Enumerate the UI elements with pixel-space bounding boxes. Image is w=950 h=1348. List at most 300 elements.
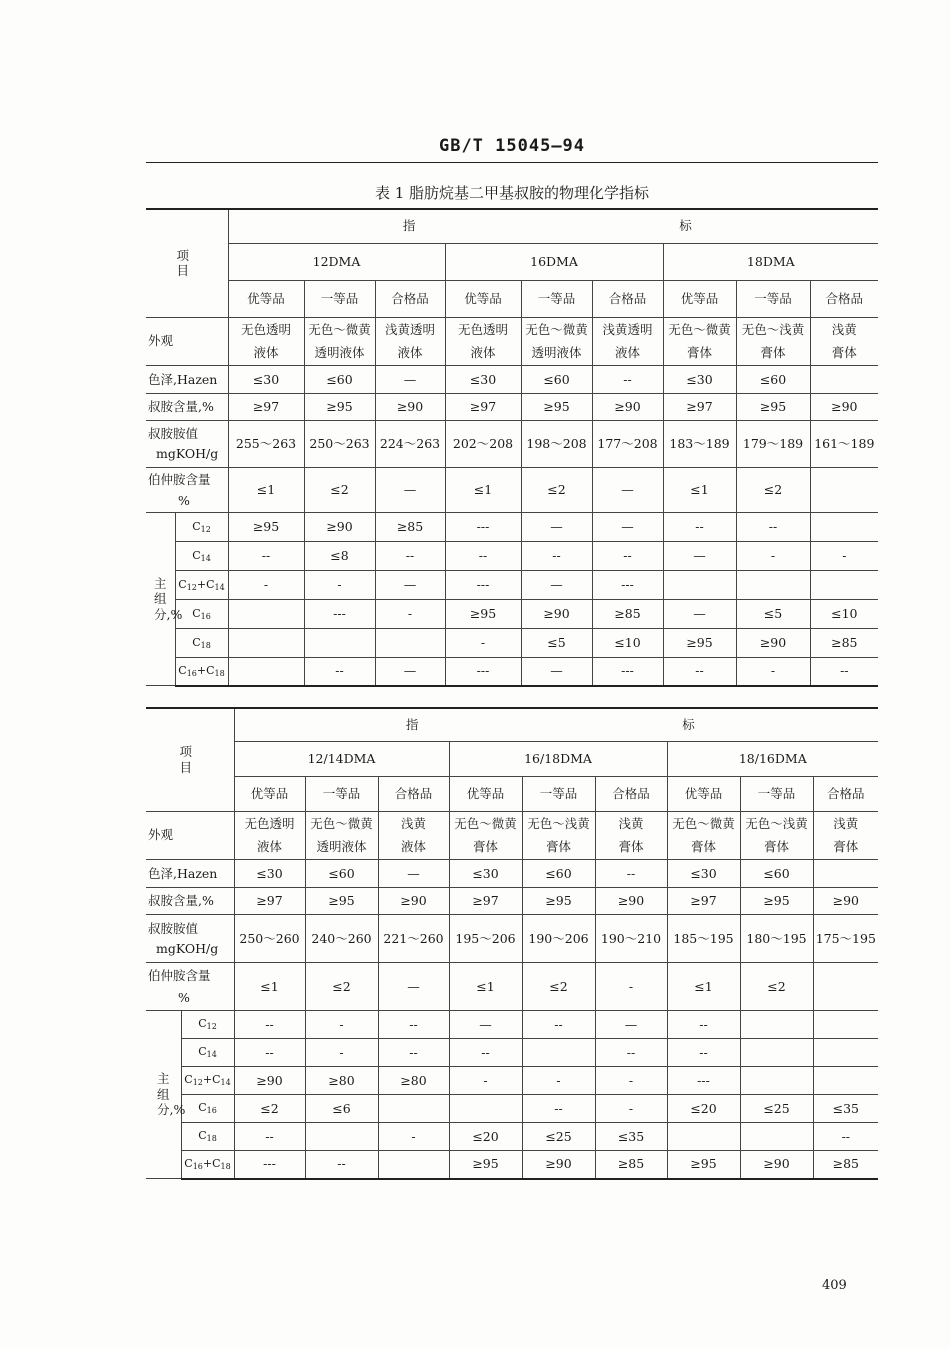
primary-secondary-value: - <box>595 963 667 1011</box>
percent-label: % <box>178 493 190 508</box>
component-value: -- <box>304 658 375 686</box>
primary-secondary-value: ≤1 <box>449 963 522 1011</box>
component-value <box>228 600 304 629</box>
component-value: - <box>595 1095 667 1123</box>
product-header: 18DMA <box>663 243 878 280</box>
component-value: ≥85 <box>810 629 878 658</box>
appearance-value <box>445 317 521 366</box>
component-value: -- <box>445 542 521 571</box>
project-header: 项 目 <box>146 209 228 317</box>
amine-content-value: ≥97 <box>228 394 304 421</box>
component-value: -- <box>234 1123 305 1151</box>
amine-content-label: 叔胺含量,% <box>146 888 234 915</box>
primary-secondary-label <box>146 963 234 1011</box>
appearance-line: 浅黄 <box>401 815 427 831</box>
amine-value-value: 175～195 <box>813 915 878 963</box>
component-value: ≤2 <box>234 1095 305 1123</box>
appearance-line: 无色～浅黄 <box>745 815 808 831</box>
component-sub2: 18 <box>220 1161 231 1171</box>
amine-content-value: ≥90 <box>810 394 878 421</box>
appearance-line: 无色～微黄 <box>525 321 588 337</box>
appearance-line: 无色～浅黄 <box>527 815 590 831</box>
appearance-value <box>305 811 378 860</box>
component-value: -- <box>813 1123 878 1151</box>
grade-header: 优等品 <box>449 776 522 811</box>
grade-header: 合格品 <box>810 280 878 317</box>
component-value: -- <box>449 1039 522 1067</box>
color-value: ≤60 <box>736 366 810 394</box>
component-value: - <box>449 1067 522 1095</box>
component-sub: 14 <box>200 553 211 563</box>
amine-value-value: 183～189 <box>663 421 736 468</box>
component-value: ≥90 <box>740 1151 813 1179</box>
color-value <box>810 366 878 394</box>
main-component-label <box>146 1011 186 1179</box>
color-value: ≤30 <box>663 366 736 394</box>
component-value: - <box>228 571 304 600</box>
primary-secondary-value: ≤1 <box>663 468 736 513</box>
component-value <box>375 629 445 658</box>
primary-secondary-value: ≤2 <box>305 963 378 1011</box>
component-value: -- <box>305 1151 378 1179</box>
component-suffix: +C <box>196 663 215 677</box>
primary-secondary-value <box>813 963 878 1011</box>
component-value <box>810 571 878 600</box>
component-value <box>740 1039 813 1067</box>
primary-secondary-value <box>810 468 878 513</box>
component-name <box>175 513 228 542</box>
project-header: 项 目 <box>146 708 234 811</box>
grade-header: 一等品 <box>305 776 378 811</box>
amine-value-unit: mgKOH/g <box>156 446 219 461</box>
appearance-value <box>375 317 445 366</box>
component-value: ≥95 <box>663 629 736 658</box>
component-value <box>813 1011 878 1039</box>
primary-secondary-value: ≤2 <box>521 468 592 513</box>
component-name <box>175 600 228 629</box>
component-value: ≤25 <box>522 1123 595 1151</box>
grade-header: 合格品 <box>813 776 878 811</box>
primary-secondary-label-text: 伯仲胺含量 <box>148 968 211 984</box>
appearance-value <box>736 317 810 366</box>
component-value: -- <box>522 1095 595 1123</box>
component-name <box>181 1123 234 1151</box>
component-value: ≥90 <box>522 1151 595 1179</box>
appearance-line: 膏体 <box>691 839 717 855</box>
amine-content-value: ≥97 <box>667 888 740 915</box>
appearance-line: 浅黄透明 <box>385 321 436 337</box>
appearance-line: 浅黄 <box>831 321 857 337</box>
component-value: -- <box>663 513 736 542</box>
appearance-line: 无色～微黄 <box>454 815 517 831</box>
grade-header: 一等品 <box>521 280 592 317</box>
color-value: ≤30 <box>667 860 740 888</box>
appearance-line: 膏体 <box>618 839 644 855</box>
color-value: -- <box>592 366 663 394</box>
component-value: -- <box>378 1011 449 1039</box>
component-name <box>175 658 228 686</box>
primary-secondary-value: ≤2 <box>304 468 375 513</box>
component-value: -- <box>667 1011 740 1039</box>
amine-content-label: 叔胺含量,% <box>146 394 228 421</box>
component-name <box>175 571 228 600</box>
component-name <box>181 1011 234 1039</box>
amine-value-value: 198～208 <box>521 421 592 468</box>
component-value: -- <box>522 1011 595 1039</box>
component-sub: 12 <box>200 524 211 534</box>
component-value: -- <box>234 1039 305 1067</box>
component-suffix: +C <box>196 577 215 591</box>
color-label: 色泽,Hazen <box>146 860 234 888</box>
appearance-line: 浅黄 <box>618 815 644 831</box>
standard-code: GB/T 15045—94 <box>438 136 586 156</box>
component-value: -- <box>595 1039 667 1067</box>
appearance-label: 外观 <box>146 317 228 366</box>
appearance-line: 液体 <box>401 839 427 855</box>
amine-content-value: ≥95 <box>305 888 378 915</box>
amine-value-value: 190～210 <box>595 915 667 963</box>
product-header: 16/18DMA <box>449 741 667 776</box>
grade-header: 优等品 <box>228 280 304 317</box>
component-value: - <box>375 600 445 629</box>
appearance-value <box>595 811 667 860</box>
color-value: — <box>375 366 445 394</box>
appearance-line: 膏体 <box>833 839 859 855</box>
amine-value-label <box>146 421 228 468</box>
primary-secondary-value: ≤1 <box>234 963 305 1011</box>
color-label: 色泽,Hazen <box>146 366 228 394</box>
component-value: — <box>595 1011 667 1039</box>
amine-content-value: ≥90 <box>378 888 449 915</box>
color-value <box>813 860 878 888</box>
appearance-value <box>592 317 663 366</box>
amine-content-value: ≥95 <box>740 888 813 915</box>
component-sub: 12 <box>186 582 197 592</box>
grade-header: 优等品 <box>663 280 736 317</box>
component-value: - <box>736 658 810 686</box>
appearance-line: 无色透明 <box>458 321 509 337</box>
amine-value-label <box>146 915 234 963</box>
primary-secondary-value: ≤2 <box>736 468 810 513</box>
component-value: — <box>449 1011 522 1039</box>
product-header: 16DMA <box>445 243 663 280</box>
amine-content-value: ≥97 <box>663 394 736 421</box>
component-value: -- <box>228 542 304 571</box>
component-value: ≥80 <box>378 1067 449 1095</box>
component-base: C <box>178 577 187 591</box>
header-rule <box>146 162 878 163</box>
grade-header: 优等品 <box>445 280 521 317</box>
appearance-line: 透明液体 <box>316 839 367 855</box>
component-value: ≥90 <box>234 1067 305 1095</box>
component-value: ≥95 <box>667 1151 740 1179</box>
component-base: C <box>198 1045 207 1058</box>
spec-table-2 <box>146 707 878 1180</box>
component-name <box>181 1039 234 1067</box>
appearance-line: 液体 <box>615 345 641 361</box>
component-value: ≤10 <box>592 629 663 658</box>
component-value: - <box>305 1011 378 1039</box>
appearance-line: 液体 <box>397 345 423 361</box>
amine-content-value: ≥97 <box>234 888 305 915</box>
component-suffix: +C <box>202 1073 221 1086</box>
amine-content-value: ≥95 <box>522 888 595 915</box>
component-value: --- <box>592 571 663 600</box>
component-value: -- <box>521 542 592 571</box>
grade-header: 一等品 <box>304 280 375 317</box>
component-value: ≥95 <box>445 600 521 629</box>
grade-header: 一等品 <box>522 776 595 811</box>
component-base: C <box>192 519 201 533</box>
component-value: - <box>810 542 878 571</box>
color-value: ≤30 <box>228 366 304 394</box>
component-base: C <box>198 1017 207 1030</box>
component-sub2: 14 <box>214 582 225 592</box>
component-value: ≥90 <box>304 513 375 542</box>
component-value <box>378 1095 449 1123</box>
appearance-line: 无色～浅黄 <box>741 321 805 337</box>
appearance-line: 浅黄 <box>833 815 859 831</box>
component-base: C <box>184 1073 193 1086</box>
component-base: C <box>192 635 201 649</box>
component-value: ≤5 <box>736 600 810 629</box>
amine-value-label-text: 叔胺胺值 <box>148 920 199 936</box>
component-value <box>449 1095 522 1123</box>
component-value <box>810 513 878 542</box>
component-value: ≤35 <box>813 1095 878 1123</box>
component-value: ≤25 <box>740 1095 813 1123</box>
component-value: --- <box>445 513 521 542</box>
component-base: C <box>198 1101 207 1114</box>
table-title: 表 1 脂肪烷基二甲基叔胺的物理化学指标 <box>374 184 650 202</box>
component-sub: 18 <box>200 640 211 650</box>
component-value: ≤5 <box>521 629 592 658</box>
amine-value-value: 195～206 <box>449 915 522 963</box>
component-value <box>228 658 304 686</box>
component-value: — <box>663 542 736 571</box>
appearance-label: 外观 <box>146 811 234 860</box>
primary-secondary-value: ≤1 <box>445 468 521 513</box>
component-name <box>181 1067 234 1095</box>
amine-content-value: ≥90 <box>813 888 878 915</box>
component-name <box>175 542 228 571</box>
component-value: ≥95 <box>228 513 304 542</box>
appearance-value <box>740 811 813 860</box>
amine-value-value: 250～260 <box>234 915 305 963</box>
component-value: -- <box>592 542 663 571</box>
component-sub: 16 <box>186 668 197 678</box>
component-value: ≤35 <box>595 1123 667 1151</box>
primary-secondary-label-text: 伯仲胺含量 <box>148 471 211 487</box>
percent-label: % <box>178 989 190 1005</box>
component-value: -- <box>378 1039 449 1067</box>
component-value: --- <box>445 571 521 600</box>
component-value: — <box>663 600 736 629</box>
component-name <box>181 1095 234 1123</box>
component-value: - <box>305 1039 378 1067</box>
component-value <box>667 1123 740 1151</box>
grade-header: 一等品 <box>740 776 813 811</box>
component-sub: 18 <box>206 1134 217 1143</box>
color-value: ≤30 <box>449 860 522 888</box>
amine-value-value: 221～260 <box>378 915 449 963</box>
grade-header: 合格品 <box>378 776 449 811</box>
appearance-line: 膏体 <box>760 345 786 361</box>
component-value: --- <box>445 658 521 686</box>
component-value: — <box>375 571 445 600</box>
color-value: — <box>378 860 449 888</box>
component-sub: 16 <box>200 611 211 621</box>
grade-header: 合格品 <box>595 776 667 811</box>
primary-secondary-value: ≤2 <box>740 963 813 1011</box>
component-value: ≤6 <box>305 1095 378 1123</box>
appearance-value <box>449 811 522 860</box>
amine-content-value: ≥90 <box>592 394 663 421</box>
appearance-line: 膏体 <box>764 839 790 855</box>
component-value: - <box>304 571 375 600</box>
component-name <box>181 1151 234 1179</box>
amine-value-value: 224～263 <box>375 421 445 468</box>
component-value: — <box>375 658 445 686</box>
component-value: - <box>736 542 810 571</box>
amine-content-value: ≥95 <box>736 394 810 421</box>
amine-value-value: 240～260 <box>305 915 378 963</box>
main-component-text: 主组分,% <box>157 1071 186 1118</box>
appearance-line: 透明液体 <box>531 345 582 361</box>
component-value <box>740 1067 813 1095</box>
appearance-value <box>810 317 878 366</box>
grade-header: 优等品 <box>667 776 740 811</box>
appearance-line: 浅黄透明 <box>602 321 653 337</box>
color-value: ≤60 <box>740 860 813 888</box>
appearance-line: 膏体 <box>831 345 857 361</box>
grade-header: 一等品 <box>736 280 810 317</box>
component-value: ≥90 <box>736 629 810 658</box>
component-value: -- <box>810 658 878 686</box>
amine-content-value: ≥90 <box>595 888 667 915</box>
page-number: 409 <box>822 1278 847 1293</box>
component-base: C <box>192 548 201 562</box>
component-value: -- <box>234 1011 305 1039</box>
component-sub: 12 <box>192 1078 203 1087</box>
component-value: -- <box>736 513 810 542</box>
component-value: -- <box>667 1039 740 1067</box>
component-value <box>304 629 375 658</box>
component-value <box>228 629 304 658</box>
component-base: C <box>192 606 201 620</box>
component-sub2: 18 <box>214 668 225 678</box>
appearance-line: 无色～微黄 <box>308 321 371 337</box>
component-value <box>522 1039 595 1067</box>
appearance-value <box>813 811 878 860</box>
amine-value-unit: mgKOH/g <box>156 940 219 956</box>
color-value: ≤60 <box>522 860 595 888</box>
product-header: 12/14DMA <box>234 741 449 776</box>
appearance-line: 无色～微黄 <box>668 321 731 337</box>
component-value: — <box>521 513 592 542</box>
component-sub: 16 <box>192 1161 203 1171</box>
primary-secondary-label <box>146 468 228 513</box>
primary-secondary-value: — <box>378 963 449 1011</box>
index-header: 指 标 <box>234 708 878 741</box>
color-value: -- <box>595 860 667 888</box>
component-value: ≥85 <box>592 600 663 629</box>
appearance-value <box>521 317 592 366</box>
component-value <box>663 571 736 600</box>
appearance-value <box>378 811 449 860</box>
appearance-value <box>304 317 375 366</box>
amine-value-value: 190～206 <box>522 915 595 963</box>
primary-secondary-value: ≤1 <box>667 963 740 1011</box>
amine-content-value: ≥97 <box>449 888 522 915</box>
component-sub: 14 <box>206 1050 217 1059</box>
component-value: - <box>378 1123 449 1151</box>
amine-content-value: ≥90 <box>375 394 445 421</box>
component-sub2: 14 <box>220 1078 231 1087</box>
amine-value-value: 180～195 <box>740 915 813 963</box>
component-value: — <box>521 658 592 686</box>
grade-header: 优等品 <box>234 776 305 811</box>
component-value: ≥85 <box>595 1151 667 1179</box>
appearance-line: 无色～微黄 <box>310 815 373 831</box>
appearance-value <box>663 317 736 366</box>
appearance-value <box>228 317 304 366</box>
appearance-line: 无色透明 <box>241 321 292 337</box>
component-value: --- <box>304 600 375 629</box>
appearance-line: 膏体 <box>546 839 572 855</box>
amine-value-value: 177～208 <box>592 421 663 468</box>
component-value: ≤10 <box>810 600 878 629</box>
appearance-value <box>522 811 595 860</box>
amine-value-value: 202～208 <box>445 421 521 468</box>
color-value: ≤60 <box>305 860 378 888</box>
index-header: 指 标 <box>228 209 878 243</box>
component-value: ≤8 <box>304 542 375 571</box>
component-value: ≥95 <box>449 1151 522 1179</box>
appearance-value <box>667 811 740 860</box>
component-value: --- <box>234 1151 305 1179</box>
component-value: ≥85 <box>375 513 445 542</box>
component-value: — <box>521 571 592 600</box>
component-value: - <box>595 1067 667 1095</box>
amine-value-value: 255～263 <box>228 421 304 468</box>
amine-value-label-text: 叔胺胺值 <box>148 426 199 441</box>
component-value <box>378 1151 449 1179</box>
component-value: -- <box>375 542 445 571</box>
component-value: -- <box>663 658 736 686</box>
amine-value-value: 161～189 <box>810 421 878 468</box>
component-sub: 16 <box>206 1106 217 1115</box>
main-component-label <box>146 513 183 686</box>
component-value: - <box>445 629 521 658</box>
component-base: C <box>178 663 187 677</box>
component-value <box>740 1123 813 1151</box>
appearance-line: 液体 <box>253 345 279 361</box>
component-value: --- <box>592 658 663 686</box>
color-value: ≤30 <box>234 860 305 888</box>
component-suffix: +C <box>202 1156 221 1170</box>
component-base: C <box>198 1129 207 1142</box>
component-value: — <box>592 513 663 542</box>
product-header: 18/16DMA <box>667 741 878 776</box>
appearance-line: 无色透明 <box>244 815 295 831</box>
primary-secondary-value: ≤1 <box>228 468 304 513</box>
amine-content-value: ≥95 <box>304 394 375 421</box>
component-name <box>175 629 228 658</box>
component-value: ≤20 <box>667 1095 740 1123</box>
component-value: ≤20 <box>449 1123 522 1151</box>
primary-secondary-value: — <box>592 468 663 513</box>
